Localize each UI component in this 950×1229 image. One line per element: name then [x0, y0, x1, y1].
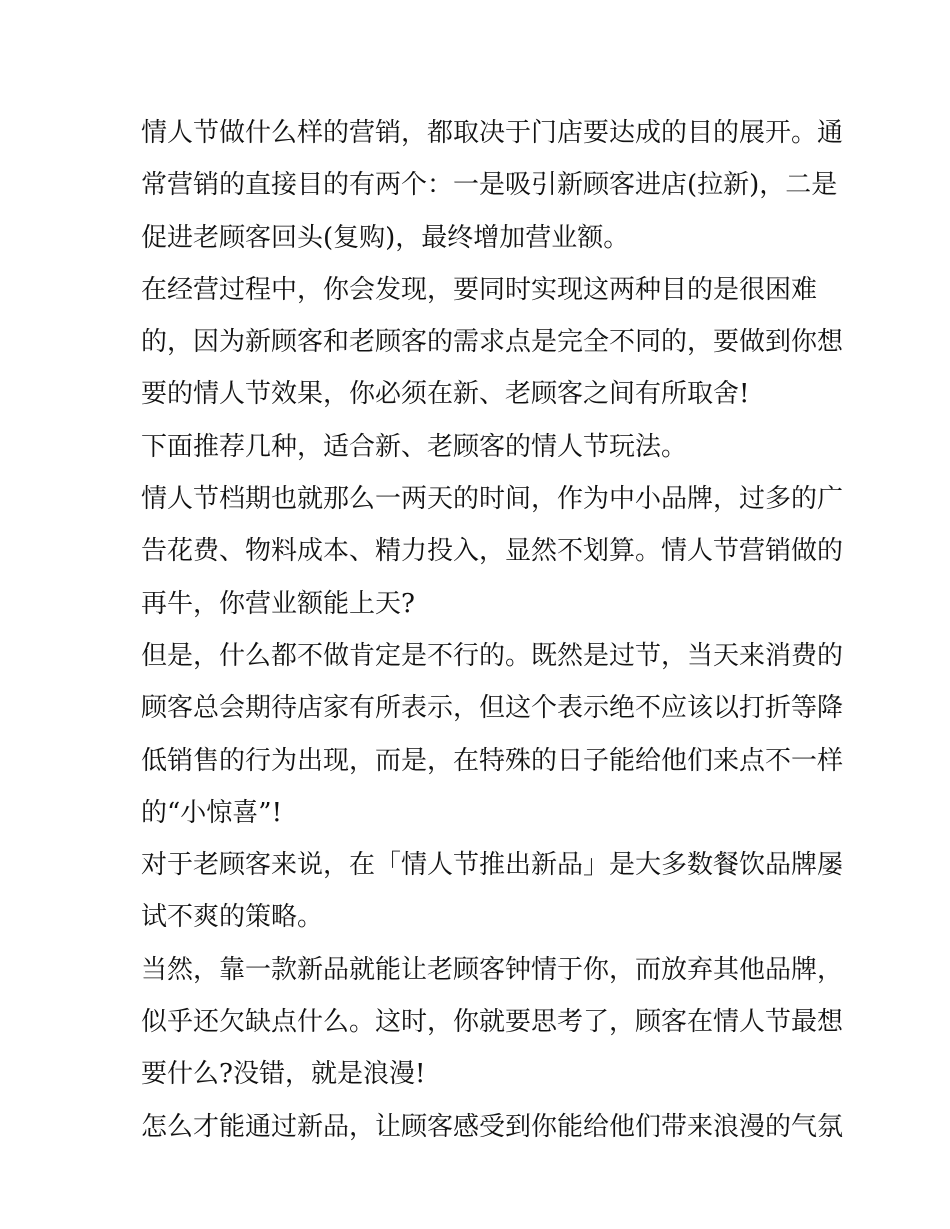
- text-line: 再牛，你营业额能上天?: [141, 588, 415, 619]
- text-line: 的“小惊喜”!: [141, 797, 283, 828]
- text-line: 要什么?没错，就是浪漫!: [141, 1059, 426, 1090]
- text-line: 告花费、物料成本、精力投入，显然不划算。情人节营销做的: [141, 536, 844, 567]
- text-line: 当然，靠一款新品就能让老顾客钟情于你，而放弃其他品牌，: [141, 954, 844, 985]
- text-line: 似乎还欠缺点什么。这时，你就要思考了，顾客在情人节最想: [141, 1007, 844, 1038]
- text-line: 情人节做什么样的营销，都取决于门店要达成的目的展开。通: [141, 118, 844, 148]
- text-line: 促进老顾客回头(复购)，最终增加营业额。: [141, 222, 630, 253]
- text-line: 下面推荐几种，适合新、老顾客的情人节玩法。: [141, 431, 688, 462]
- text-line: 在经营过程中，你会发现，要同时实现这两种目的是很困难: [141, 274, 818, 305]
- text-line: 的，因为新顾客和老顾客的需求点是完全不同的，要做到你想: [141, 327, 844, 358]
- text-line: 常营销的直接目的有两个：一是吸引新顾客进店(拉新)，二是: [141, 170, 838, 201]
- text-line: 低销售的行为出现，而是，在特殊的日子能给他们来点不一样: [141, 745, 844, 776]
- text-line: 情人节档期也就那么一两天的时间，作为中小品牌，过多的广: [141, 484, 844, 515]
- text-line: 试不爽的策略。: [141, 902, 324, 933]
- text-line: 怎么才能通过新品，让顾客感受到你能给他们带来浪漫的气氛: [141, 1111, 844, 1142]
- document-body: [141, 107, 844, 1153]
- text-line: 顾客总会期待店家有所表示，但这个表示绝不应该以打折等降: [141, 693, 844, 724]
- text-line: 但是，什么都不做肯定是不行的。既然是过节，当天来消费的: [141, 640, 844, 671]
- text-line: 对于老顾客来说，在「情人节推出新品」是大多数餐饮品牌屡: [141, 850, 844, 881]
- text-line: 要的情人节效果，你必须在新、老顾客之间有所取舍!: [141, 379, 750, 410]
